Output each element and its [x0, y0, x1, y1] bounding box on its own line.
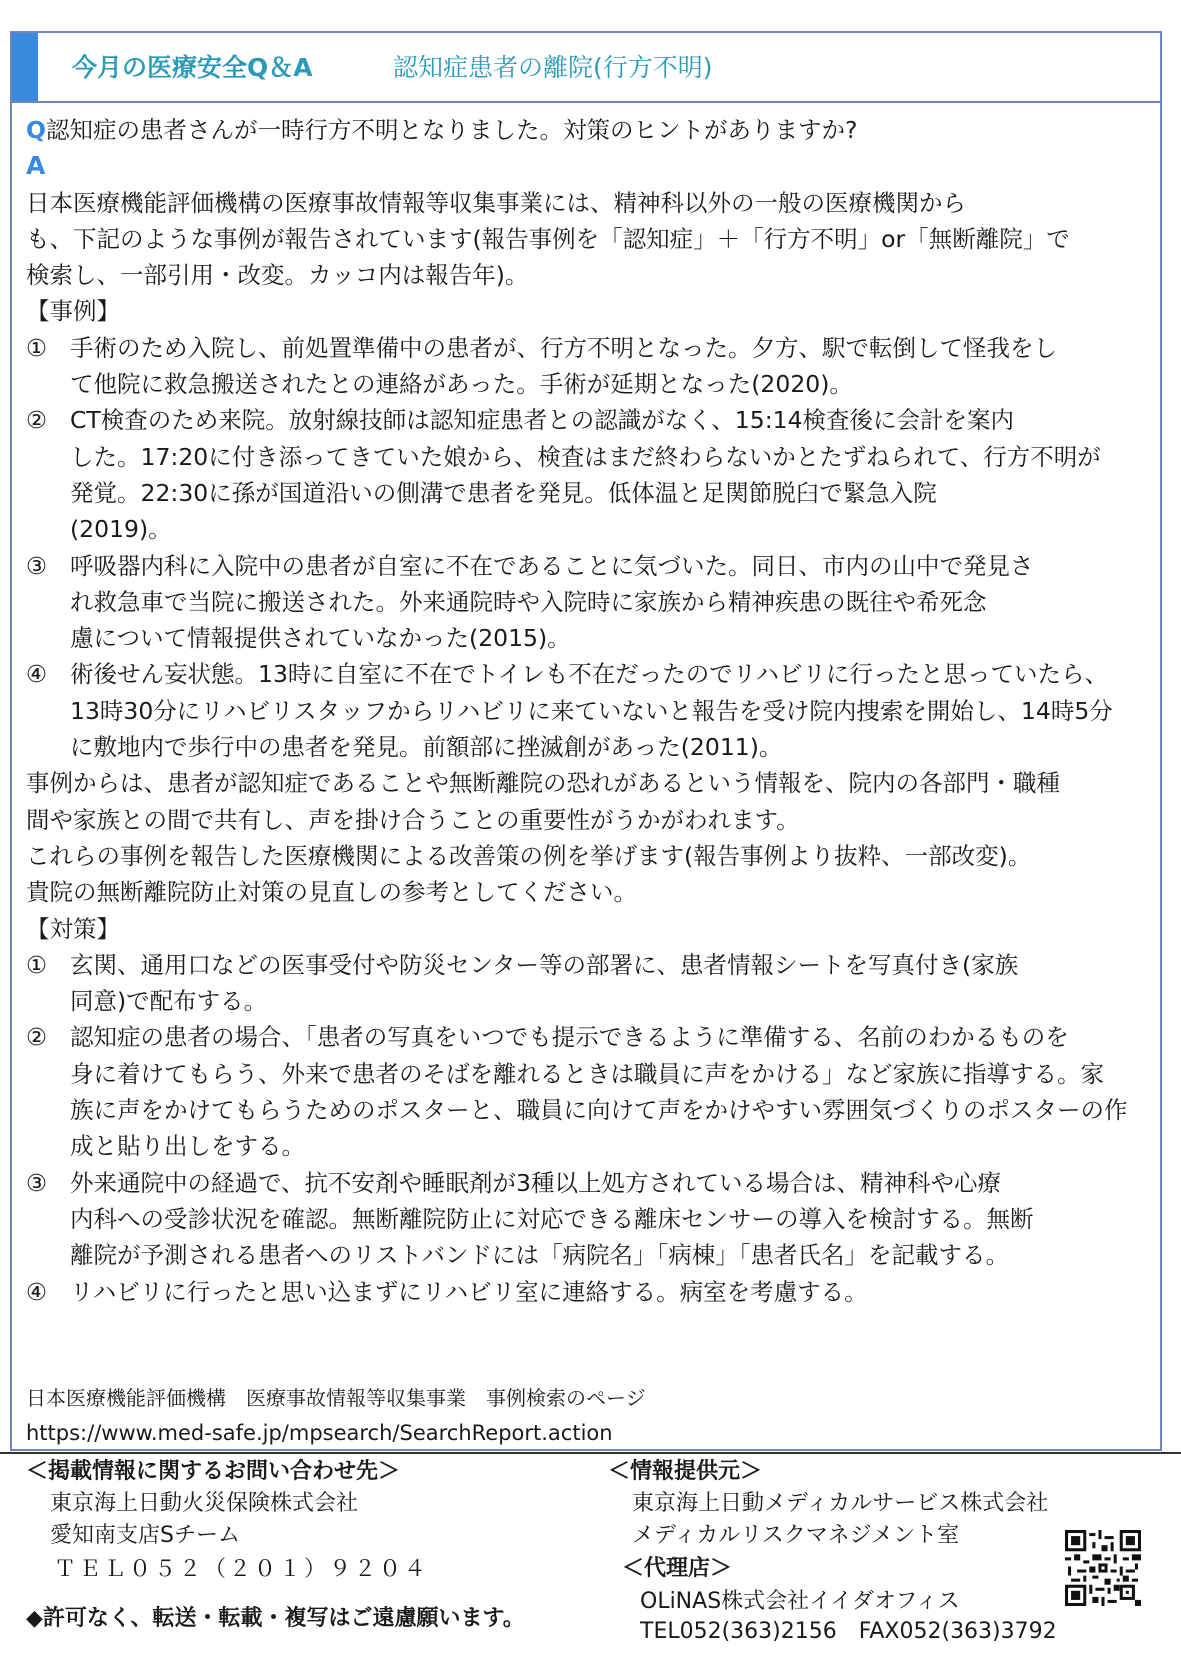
measure-item-text — [70, 947, 1018, 1020]
case-item-number: ② — [26, 406, 48, 435]
measures-list — [26, 947, 1156, 1310]
contact-team: 愛知南支店Sチーム — [50, 1523, 240, 1548]
measure-item-line: 内科への受診状況を確認。無断離院防止に対応できる離床センサーの導入を検討する。無断 — [70, 1204, 1034, 1233]
reference-url[interactable]: https://www.med-safe.jp/mpsearch/SearchReport.action — [26, 1421, 613, 1445]
measure-item-number: ③ — [26, 1168, 48, 1197]
case-item-line: 慮について情報提供されていなかった(2015)。 — [70, 624, 571, 653]
case-item-number: ④ — [26, 660, 48, 689]
measure-item — [26, 1019, 1156, 1164]
measure-item-text — [70, 1019, 1128, 1164]
case-item-line: て他院に救急搬送されたとの連絡があった。手術が延期となった(2020)。 — [70, 370, 853, 399]
cases-heading: 【事例】 — [26, 297, 120, 326]
middle-line: 事例からは、患者が認知症であることや無断離院の恐れがあるという情報を、院内の各部門・職種 — [26, 769, 1060, 798]
provider-company: 東京海上日動メディカルサービス株式会社 — [632, 1491, 1049, 1516]
measure-item-number: ② — [26, 1023, 48, 1052]
page-title: 今月の医療安全Q＆A — [72, 53, 313, 82]
measure-item-line: リハビリに行ったと思い込まずにリハビリ室に連絡する。病室を考慮する。 — [70, 1277, 868, 1306]
case-item — [26, 402, 1156, 547]
measure-item-line: 離院が予測される患者へのリストバンドには「病院名」「病棟」「患者氏名」を記載する。 — [70, 1241, 1010, 1270]
provider-heading: ＜情報提供元＞ — [608, 1459, 763, 1484]
case-item-line: CT検査のため来院。放射線技師は認知症患者との認識がなく、15:14検査後に会計を案内 — [70, 406, 1015, 435]
cases-list — [26, 330, 1156, 766]
case-item-line: れ救急車で当院に搬送された。外来通院時や入院時に家族から精神疾患の既往や希死念 — [70, 587, 987, 616]
middle-line: これらの事例を報告した医療機関による改善策の例を挙げます(報告事例より抜粋、一部改変)。 — [26, 841, 1032, 870]
case-item-line: 13時30分にリハビリスタッフからリハビリに来ていないと報告を受け院内捜索を開始し、14時5分 — [70, 696, 1113, 725]
header-accent-bar — [12, 33, 38, 101]
qr-code-icon — [1065, 1530, 1141, 1606]
case-item — [26, 656, 1156, 765]
case-item-line: 術後せん妄状態。13時に自室に不在でトイレも不在だったのでリハビリに行ったと思っていたら、 — [70, 660, 1109, 689]
measure-item-line: 成と貼り出しをする。 — [70, 1132, 305, 1161]
answer-intro — [26, 185, 1156, 294]
question-line — [26, 112, 1156, 148]
measure-item-text — [70, 1165, 1034, 1274]
question-text: 認知症の患者さんが一時行方不明となりました。対策のヒントがありますか? — [45, 116, 858, 144]
measure-item-number: ① — [26, 950, 48, 979]
contact-heading: ＜掲載情報に関するお問い合わせ先＞ — [26, 1459, 401, 1484]
measure-item-line: 同意)で配布する。 — [70, 987, 268, 1016]
measure-item-text — [70, 1274, 868, 1310]
measures-heading: 【対策】 — [26, 914, 120, 943]
measure-item-line: 認知症の患者の場合、「患者の写真をいつでも提示できるように準備する、名前のわかるものを — [70, 1023, 1069, 1052]
intro-line: 検索し、一部引用・改変。カッコ内は報告年)。 — [26, 261, 529, 290]
measure-item-line: 外来通院中の経過で、抗不安剤や睡眠剤が3種以上処方されている場合は、精神科や心療 — [70, 1168, 1001, 1197]
provider-dept: メディカルリスクマネジメント室 — [632, 1523, 960, 1548]
middle-line: 間や家族との間で共有し、声を掛け合うことの重要性がうかがわれます。 — [26, 805, 800, 834]
measure-item-line: 身に着けてもらう、外来で患者のそばを離れるときは職員に声をかける」など家族に指導する。家 — [70, 1059, 1104, 1088]
qa-body — [26, 112, 1156, 1310]
agent-contact: TEL052(363)2156 FAX052(363)3792 — [640, 1619, 1057, 1644]
a-mark: A — [26, 151, 46, 181]
reference-label: 日本医療機能評価機構 医療事故情報等収集事業 事例検索のページ — [26, 1386, 646, 1410]
measure-item-line: 族に声をかけてもらうためのポスターと、職員に向けて声をかけやすい雰囲気づくりのポスターの作 — [70, 1096, 1128, 1125]
case-item-number: ③ — [26, 551, 48, 580]
intro-line: も、下記のような事例が報告されています(報告事例を「認知症」＋「行方不明」or「無断離院」で — [26, 224, 1070, 253]
answer-mark-line — [26, 148, 1156, 184]
footer-divider — [0, 1452, 1181, 1454]
q-mark: Q — [26, 116, 46, 144]
intro-line: 日本医療機能評価機構の医療事故情報等収集事業には、精神科以外の一般の医療機関から — [26, 188, 966, 217]
case-item-line: した。17:20に付き添ってきていた娘から、検査はまだ終わらないかとたずねられて、行方不明が — [70, 442, 1101, 471]
copy-notice: ◆許可なく、転送・転載・複写はご遠慮願います。 — [26, 1606, 525, 1631]
answer-middle — [26, 765, 1156, 910]
case-item-line: 手術のため入院し、前処置準備中の患者が、行方不明となった。夕方、駅で転倒して怪我をし — [70, 333, 1057, 362]
case-item-text — [70, 656, 1113, 765]
measure-item — [26, 1165, 1156, 1274]
case-item — [26, 548, 1156, 657]
contact-company: 東京海上日動火災保険株式会社 — [50, 1491, 359, 1516]
case-item-line: 発覚。22:30に孫が国道沿いの側溝で患者を発見。低体温と足関節脱臼で緊急入院 — [70, 478, 937, 507]
agent-heading: ＜代理店＞ — [622, 1556, 733, 1581]
agent-name: OLiNAS株式会社イイダオフィス — [640, 1589, 960, 1614]
case-item — [26, 330, 1156, 403]
case-item-line: 呼吸器内科に入院中の患者が自室に不在であることに気づいた。同日、市内の山中で発見さ — [70, 551, 1034, 580]
measure-item — [26, 947, 1156, 1020]
measure-item-line: 玄関、通用口などの医事受付や防災センター等の部署に、患者情報シートを写真付き(家族 — [70, 950, 1019, 979]
case-item-line: (2019)。 — [70, 515, 172, 544]
contact-tel: ＴＥＬ０５２（２０１）９２０４ — [54, 1557, 430, 1582]
case-item-text — [70, 330, 1057, 403]
middle-line: 貴院の無断離院防止対策の見直しの参考としてください。 — [26, 878, 637, 907]
page-subtitle: 認知症患者の離院(行方不明) — [393, 53, 713, 82]
case-item-number: ① — [26, 333, 48, 362]
case-item-line: に敷地内で歩行中の患者を発見。前額部に挫滅創があった(2011)。 — [70, 733, 783, 762]
measure-item — [26, 1274, 1156, 1310]
case-item-text — [70, 402, 1101, 547]
case-item-text — [70, 548, 1034, 657]
measure-item-number: ④ — [26, 1277, 48, 1306]
